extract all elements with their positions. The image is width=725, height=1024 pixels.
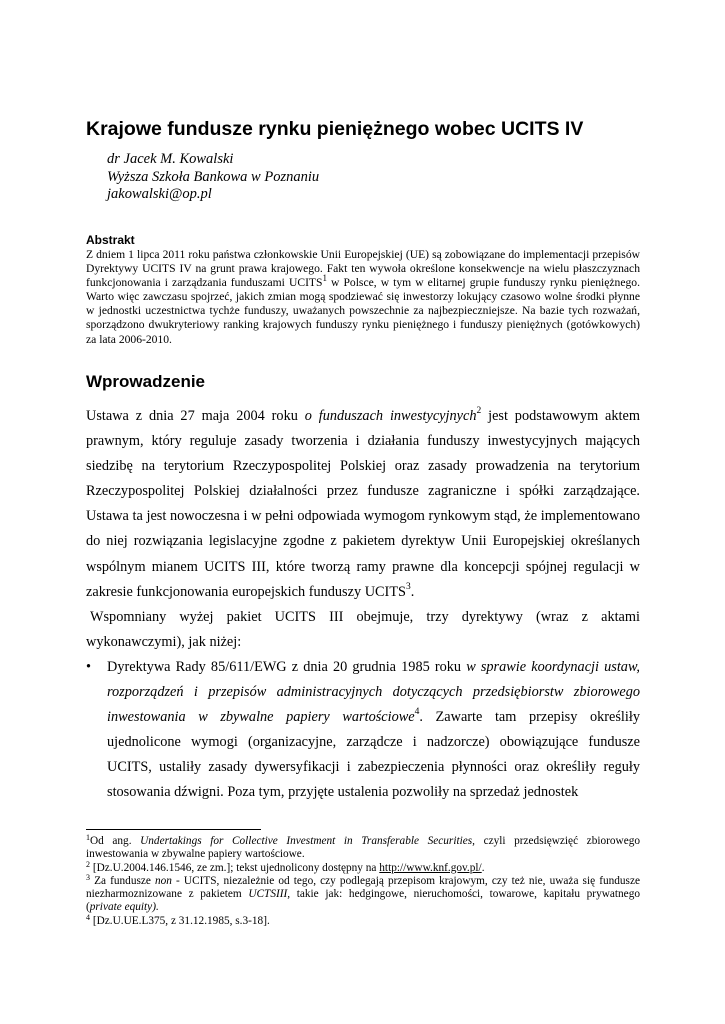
para1-text-c: jest podstawowym aktem prawnym, który reguluje zasady tworzenia i działania funduszy inwestycyjnych mających siedzibę na terytorium Rzeczypospolitej Polskiej oraz zasady prowadzenia na terytorium Rzeczypospolitej Polskiej działalności przez fundusze zagraniczne i spółki zarządzające. Ustawa ta jest nowoczesna i w pełni odpowiada wymogom rynkowym stąd, że implementowano do niej rozwiązania legislacyjne zgodne z pakietem dyrektyw Unii Europejskiej określanych wspólnym mianem UCITS III, które tworzą ramy prawne dla koncepcji spójnej regulacji w zakresie funkcjonowania europejskich funduszy UCITS [86, 408, 640, 600]
body-paragraph-1 [86, 404, 640, 605]
footnote-1-english-term: Undertakings for Collective Investment in Transferable Securities, [140, 835, 475, 847]
bullet-text-a: Dyrektywa Rady 85/611/EWG z dnia 20 grudnia 1985 roku [107, 658, 467, 675]
footnote-4 [86, 912, 640, 928]
footnote-ref-2: 2 [476, 406, 482, 416]
bullet-text-c: . Zawarte tam przepisy określiły ujednolicone wymogi (organizacyjne, zarządcze i nadzorcze) obowiązujące fundusze UCITS, ustaliły zasady dywersyfikacji i zabezpieczenia płynności oraz określiły reguły stosowania dźwigni. Poza tym, przyjęte ustalenia pozwoliły na sprzedaż jednostek [107, 709, 640, 801]
author-email: jakowalski@op.pl [107, 186, 212, 202]
footnote-number: 1 [86, 833, 90, 842]
footnote-1-text-c: czyli przedsięwzięć zbiorowego inwestowania w zbywalne papiery wartościowe. [86, 835, 641, 861]
footnote-2 [86, 859, 640, 875]
abstract-text [86, 248, 640, 347]
abstract-text-part1: Z dniem 1 lipca 2011 roku państwa członkowskie Unii Europejskiej (UE) są zobowiązane do implementacji przepisów Dyrektywy UCITS IV na grunt prawa krajowego. Fakt ten wywoła określone konsekwencje na wielu płaszczyznach funkcjonowania i zarządzania funduszami UCITS [86, 248, 640, 290]
list-item [86, 655, 640, 806]
author-affiliation: Wyższa Szkoła Bankowa w Poznaniu [107, 169, 320, 185]
footnote-number: 4 [86, 912, 90, 922]
section-heading-introduction: Wprowadzenie [86, 372, 206, 391]
abstract-text-part2: w Polsce, w tym w elitarnej grupie funduszy rynku pieniężnego. Warto więc zawczasu spojrzeć, jakich zmian mogą spodziewać się inwestorzy lokujący czasowo wolne środki płynne w jednostki uczestnictwa tychże funduszy, uważanych powszechnie za najbezpieczniejsze. Na bazie tych rozważań, sporządzono dwukryteriowy ranking krajowych funduszy rynku pieniężnego i funduszy pieniężnych (gotówkowych) za lata 2006-2010. [86, 276, 640, 346]
footnote-ref-3: 3 [406, 581, 411, 592]
abstract-heading: Abstrakt [86, 233, 135, 247]
footnote-1-text-a: Od ang. [90, 835, 141, 847]
footnote-2-text-c: . [481, 861, 485, 874]
knf-link[interactable]: http://www.knf.gov.pl/ [379, 861, 482, 874]
bullet-directive-title: w sprawie koordynacji ustaw, rozporządzeń i przepisów administracyjnych dotyczących przedsiębiorstw zbiorowego inwestowania w zbywalne papiery wartościowe [107, 658, 640, 726]
footnotes [86, 835, 640, 928]
footnote-ref-1: 1 [322, 273, 327, 284]
body-paragraph-2: Wspomniany wyżej pakiet UCITS III obejmuje, trzy dyrektywy (wraz z aktami wykonawczymi), jak niżej: [86, 608, 640, 650]
footnote-3-text-a: Za fundusze [90, 874, 155, 887]
footnote-3-italic-uctsiii: UCTSIII, [248, 888, 291, 901]
footnote-3 [86, 872, 640, 915]
footnote-4-text-a: [Dz.U.UE.L375, z 31.12.1985, s.3-18]. [90, 914, 270, 927]
para1-act-title: o funduszach inwestycyjnych [304, 408, 477, 424]
footnote-3-italic-non: non [155, 874, 172, 887]
footnote-2-text-a: [Dz.U.2004.146.1546, ze zm.]; tekst ujednolicony dostępny na [90, 861, 380, 874]
footnote-ref-4: 4 [414, 707, 420, 718]
directive-list [86, 655, 640, 806]
section-body [86, 404, 640, 806]
footnote-separator [86, 829, 261, 830]
bullet-marker: • [86, 658, 92, 675]
footnote-number: 2 [86, 859, 90, 869]
para1-text-d: . [410, 583, 415, 600]
footnote-1 [86, 835, 640, 862]
para1-text-a: Ustawa z dnia 27 maja 2004 roku [86, 408, 305, 424]
footnote-3-italic-private-equity: private equity). [89, 901, 159, 914]
footnote-number: 3 [86, 872, 90, 882]
author-name: dr Jacek M. Kowalski [107, 151, 234, 167]
footnote-3-text-c: - UCITS, niezależnie od tego, czy podlegają przepisom krajowym, czy też nie, uważa się fundusze niezharmoznizowane z pakietem [86, 874, 640, 901]
paper-title: Krajowe fundusze rynku pieniężnego wobec UCITS IV [86, 118, 584, 140]
footnote-3-text-e: takie jak: hedgingowe, nieruchomości, towarowe, kapitału prywatnego ( [86, 888, 640, 914]
